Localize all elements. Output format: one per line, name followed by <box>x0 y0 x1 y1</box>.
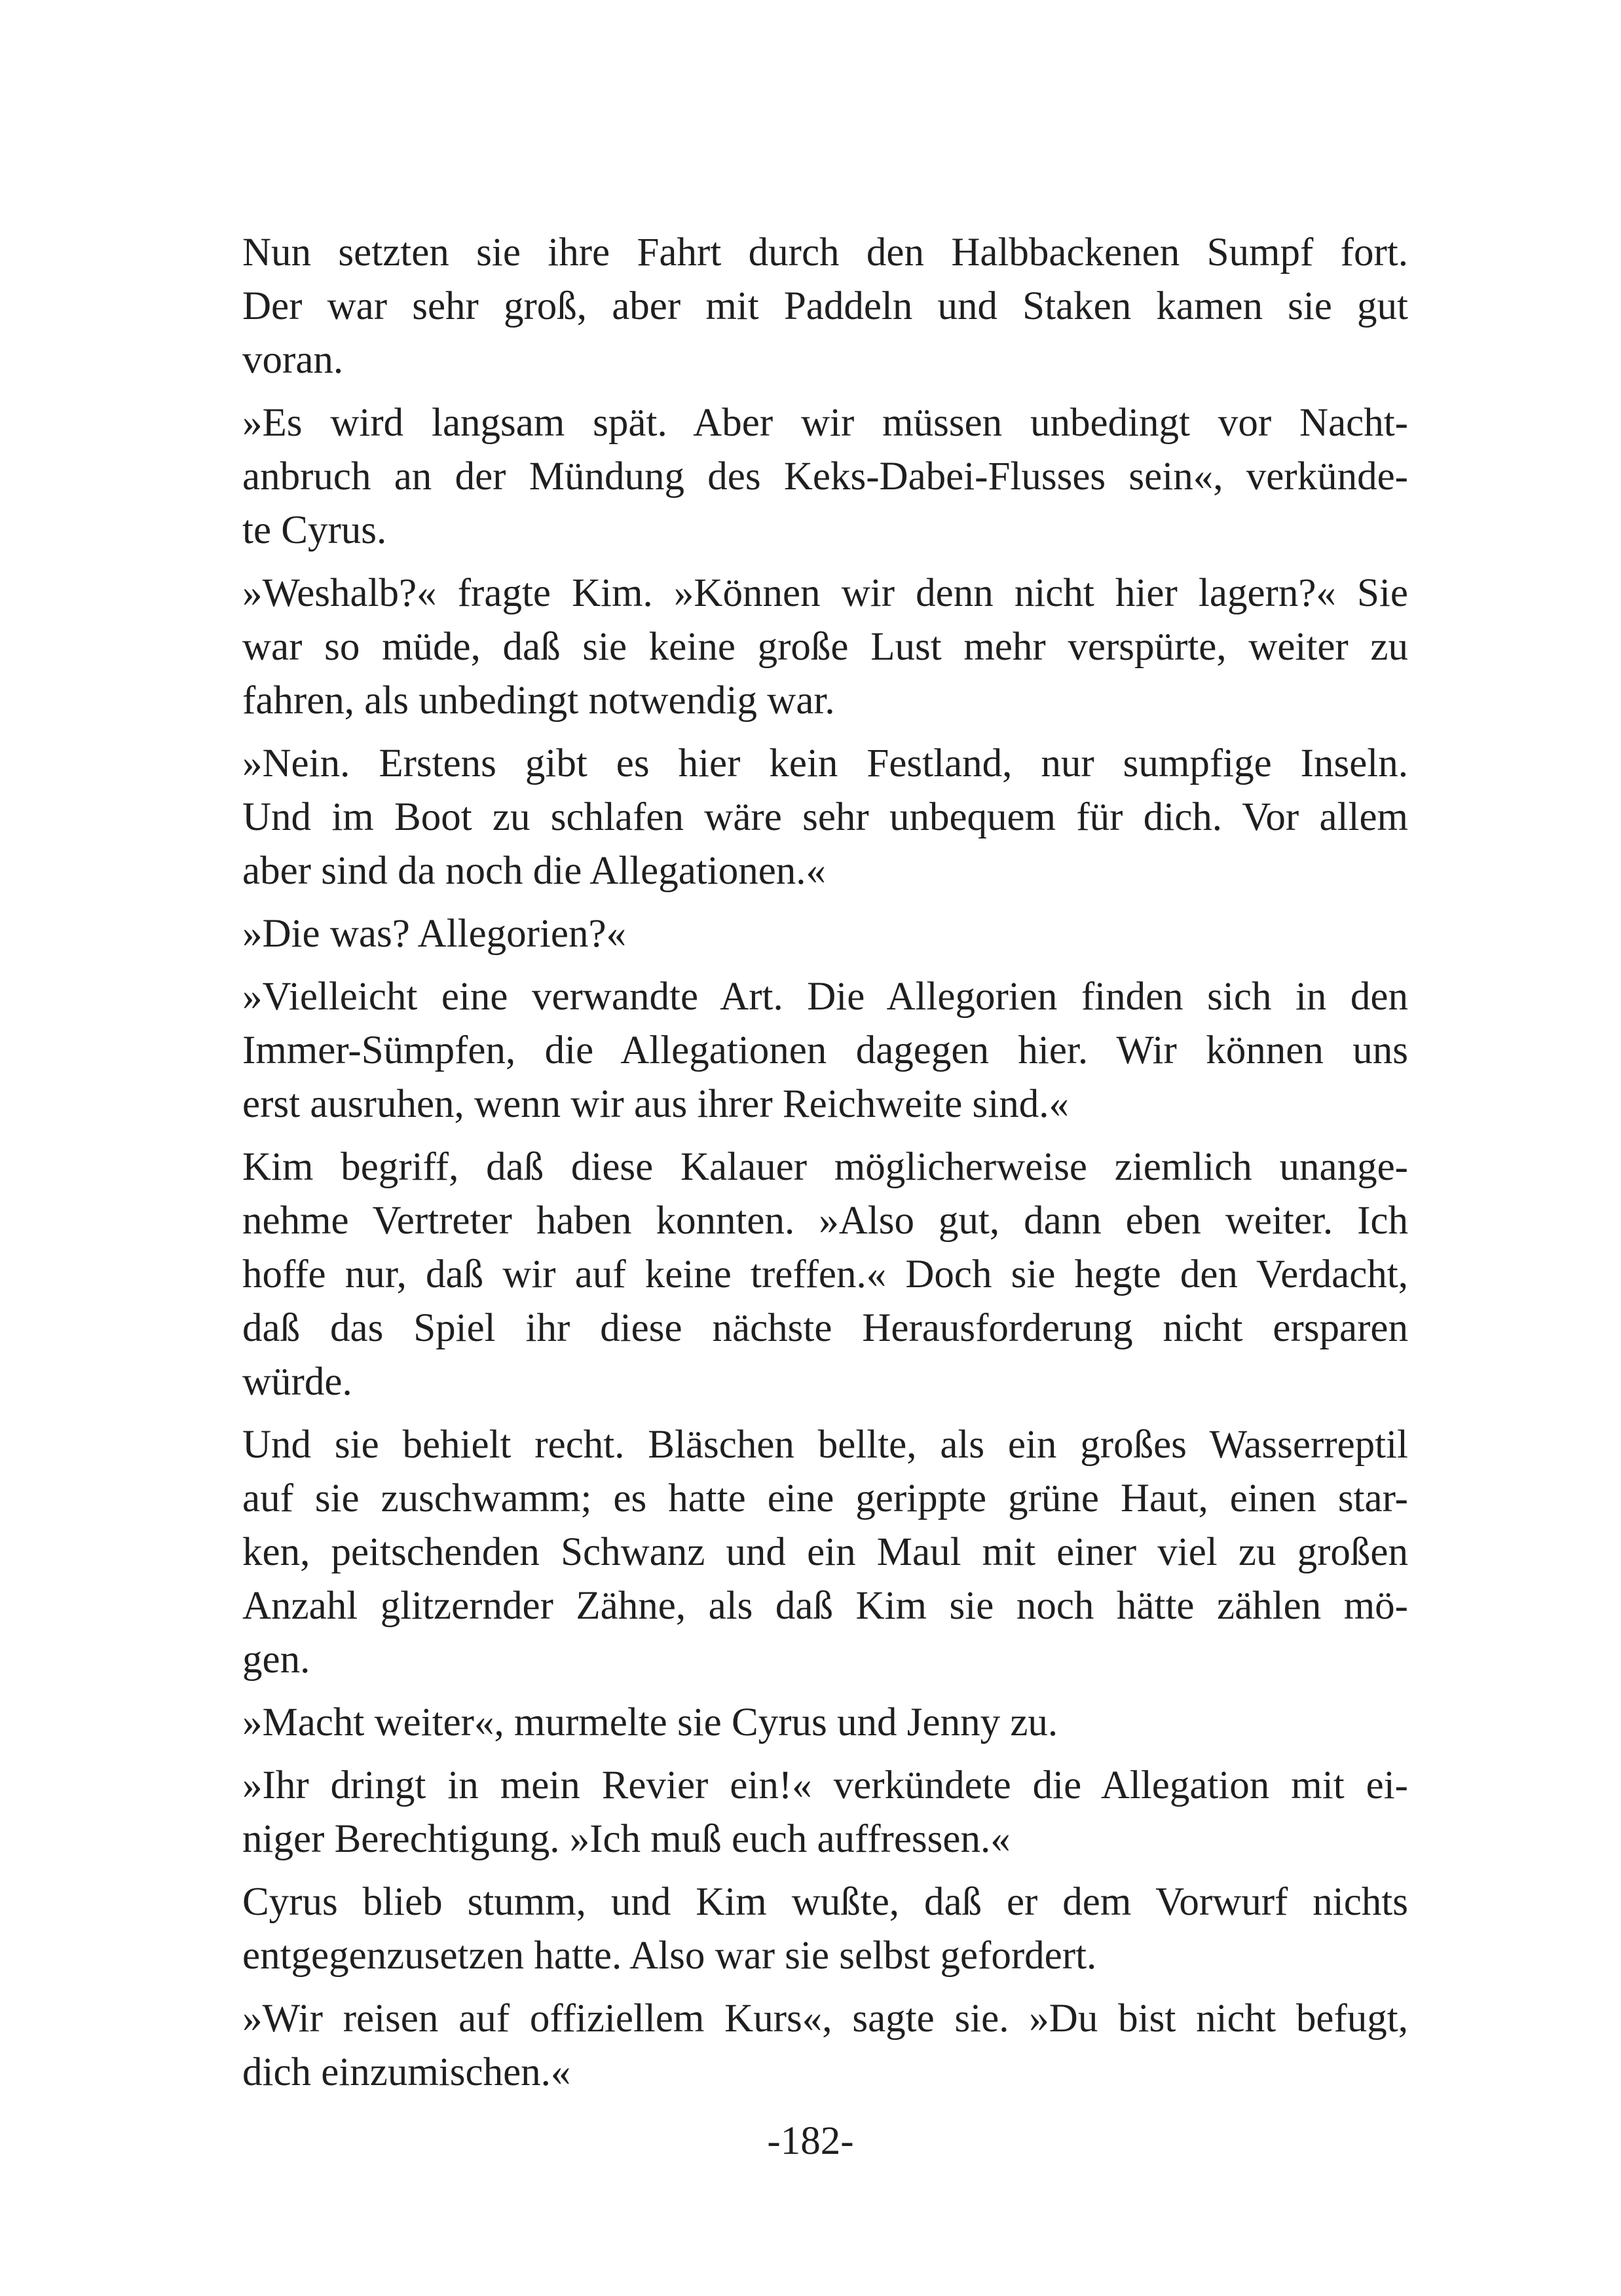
paragraph <box>216 1759 1408 1866</box>
text-line: »Weshalb?« fragte Kim. »Können wir denn nicht hier lagern?« Sie <box>242 571 1408 615</box>
text-line: »Nein. Erstens gibt es hier kein Festland, nur sumpfige Inseln. <box>242 742 1408 785</box>
text-line: entgegenzusetzen hatte. Also war sie selbst gefordert. <box>242 1934 1097 1978</box>
text-line: erst ausruhen, wenn wir aus ihrer Reichweite sind.« <box>242 1082 1069 1126</box>
text-line: ken, peitschenden Schwanz und ein Maul mit einer viel zu großen <box>242 1530 1408 1574</box>
text-line: »Es wird langsam spät. Aber wir müssen unbedingt vor Nacht- <box>242 401 1408 445</box>
text-line: voran. <box>242 338 344 382</box>
text-line: Anzahl glitzernder Zähne, als daß Kim sie noch hätte zählen mö- <box>242 1584 1408 1628</box>
text-line: war so müde, daß sie keine große Lust mehr verspürte, weiter zu <box>242 625 1408 669</box>
paragraph <box>216 1875 1408 1983</box>
paragraph <box>216 1418 1408 1687</box>
paragraph <box>216 1140 1408 1409</box>
page-number: -182- <box>767 2119 854 2163</box>
paragraph <box>216 1696 1408 1750</box>
text-line: nehme Vertreter haben konnten. »Also gut, dann eben weiter. Ich <box>242 1199 1408 1243</box>
text-line: niger Berechtigung. »Ich muß euch auffressen.« <box>242 1817 1011 1861</box>
text-line: Und im Boot zu schlafen wäre sehr unbequem für dich. Vor allem <box>242 795 1408 839</box>
body-text <box>216 226 1408 2109</box>
text-line: »Vielleicht eine verwandte Art. Die Allegorien finden sich in den <box>242 975 1408 1019</box>
text-line: hoffe nur, daß wir auf keine treffen.« Doch sie hegte den Verdacht, <box>242 1252 1408 1296</box>
paragraph <box>216 737 1408 898</box>
paragraph <box>216 907 1408 961</box>
text-line: auf sie zuschwamm; es hatte eine gerippte grüne Haut, einen star- <box>242 1477 1408 1520</box>
text-line: »Macht weiter«, murmelte sie Cyrus und Jenny zu. <box>242 1701 1058 1744</box>
text-line: »Wir reisen auf offiziellem Kurs«, sagte sie. »Du bist nicht befugt, <box>242 1997 1408 2041</box>
paragraph <box>216 970 1408 1131</box>
paragraph <box>216 567 1408 728</box>
text-line: aber sind da noch die Allegationen.« <box>242 849 827 893</box>
text-line: Immer-Sümpfen, die Allegationen dagegen hier. Wir können uns <box>242 1028 1408 1072</box>
text-line: daß das Spiel ihr diese nächste Herausforderung nicht ersparen <box>242 1306 1408 1350</box>
text-line: »Die was? Allegorien?« <box>242 912 627 956</box>
text-line: Der war sehr groß, aber mit Paddeln und Staken kamen sie gut <box>242 284 1408 328</box>
text-line: fahren, als unbedingt notwendig war. <box>242 679 835 723</box>
text-line: »Ihr dringt in mein Revier ein!« verkündete die Allegation mit ei- <box>242 1763 1408 1807</box>
text-line: würde. <box>242 1360 352 1404</box>
paragraph <box>216 1992 1408 2099</box>
text-line: Kim begriff, daß diese Kalauer möglicherweise ziemlich unange- <box>242 1145 1408 1189</box>
text-line: anbruch an der Mündung des Keks-Dabei-Flusses sein«, verkünde- <box>242 455 1408 499</box>
text-line: dich einzumischen.« <box>242 2050 571 2094</box>
text-line: Cyrus blieb stumm, und Kim wußte, daß er dem Vorwurf nichts <box>242 1880 1408 1924</box>
text-line: te Cyrus. <box>242 508 387 552</box>
paragraph <box>216 226 1408 387</box>
text-line: Und sie behielt recht. Bläschen bellte, als ein großes Wasserreptil <box>242 1423 1408 1467</box>
text-line: Nun setzten sie ihre Fahrt durch den Halbbackenen Sumpf fort. <box>242 231 1408 274</box>
text-line: gen. <box>242 1638 310 1682</box>
paragraph <box>216 396 1408 557</box>
